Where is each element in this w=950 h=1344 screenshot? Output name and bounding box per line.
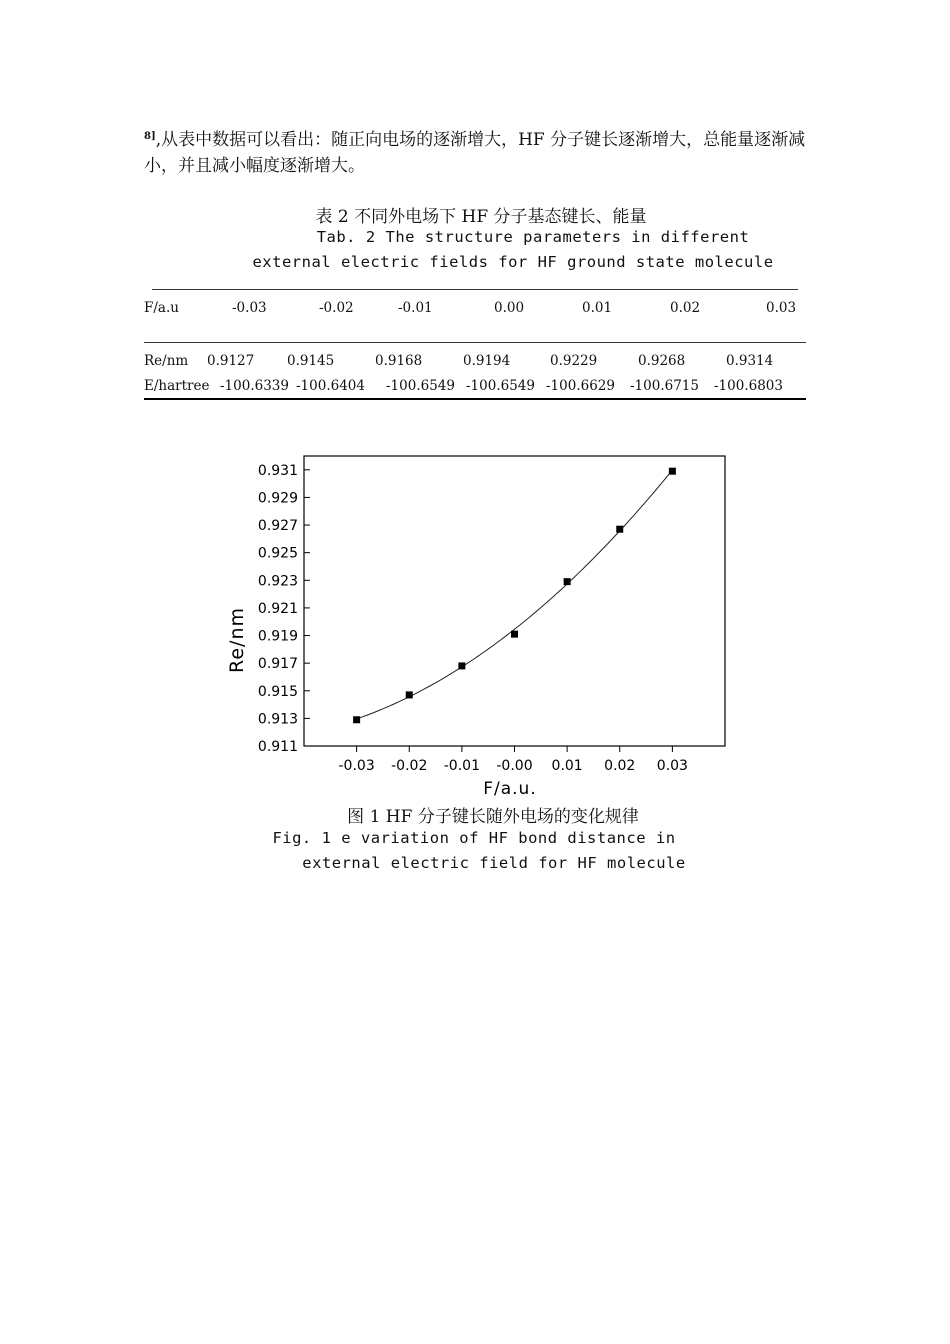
data-point [616,526,623,533]
y-tick-label: 0.917 [257,656,298,673]
table-cell: -100.6549 [386,378,455,394]
table-row [144,353,806,375]
x-tick-label: -0.03 [338,758,375,774]
table-cell: -100.6629 [546,378,615,394]
x-tick-label: 0.03 [656,758,688,774]
data-point [353,716,360,723]
table-caption-zh: 表 2 不同外电场下 HF 分子基态键长、能量 [315,207,647,227]
table-cell: 0.9229 [550,353,598,369]
header-cell: 0.02 [670,300,701,316]
x-axis [339,746,688,774]
header-cell: -0.02 [319,300,354,316]
header-cell: 0.00 [494,300,525,316]
header-cell: 0.01 [582,300,613,316]
table-cell: -100.6715 [630,378,699,394]
table-cell: 0.9145 [287,353,335,369]
table-cell: -100.6404 [296,378,365,394]
data-point [406,691,413,698]
y-tick-label: 0.931 [257,462,298,479]
citation-ref: 8] [144,131,156,142]
y-tick-label: 0.915 [257,683,298,700]
table-cell: -100.6339 [220,378,289,394]
figure-caption-en-line2: external electric field for HF molecule [302,854,686,872]
table-row [144,378,806,400]
y-tick-label: 0.921 [257,600,298,617]
table-mid-rule [144,342,806,343]
body-paragraph [144,124,809,179]
header-cell: -0.03 [232,300,267,316]
y-tick-label: 0.923 [257,573,298,590]
table-cell: 0.9268 [638,353,686,369]
data-point [511,631,518,638]
header-cell: F/a.u [144,300,179,316]
x-tick-label: -0.00 [496,758,533,774]
x-tick-label: -0.01 [443,758,480,774]
x-axis-label: F/a.u. [483,779,537,799]
y-axis-label: Re/nm [226,607,248,673]
table-header-row [144,300,806,322]
table-caption-en-line1: Tab. 2 The structure parameters in different [316,228,750,246]
y-tick-label: 0.925 [257,545,298,562]
y-tick-label: 0.919 [257,628,298,645]
data-point [669,468,676,475]
table-bottom-rule [144,398,806,400]
table-cell: 0.9127 [207,353,255,369]
y-tick-label: 0.913 [257,711,298,728]
data-point [458,662,465,669]
figure-caption-zh: 图 1 HF 分子键长随外电场的变化规律 [347,807,639,827]
table-top-rule [152,289,798,290]
paragraph-text: ,从表中数据可以看出：随正向电场的逐渐增大，HF 分子键长逐渐增大，总能量逐渐减小，并且减小幅度逐渐增大。 [144,130,806,176]
header-cell: -0.01 [398,300,433,316]
fit-curve [357,470,673,719]
row-label: Re/nm [144,353,189,369]
table-cell: 0.9168 [375,353,423,369]
table-cell: -100.6803 [714,378,783,394]
x-tick-label: 0.02 [604,758,636,774]
y-tick-label: 0.911 [257,739,298,755]
x-tick-label: -0.02 [391,758,428,774]
table-cell: 0.9194 [463,353,511,369]
table-caption-en-line2: external electric fields for HF ground state molecule [252,253,774,271]
x-tick-label: 0.01 [551,758,583,774]
row-label: E/hartree [144,378,210,394]
figure-caption-en-line1: Fig. 1 e variation of HF bond distance in [272,829,676,847]
header-cell: 0.03 [766,300,797,316]
y-tick-label: 0.929 [257,490,298,507]
data-point [564,578,571,585]
y-axis [258,463,310,755]
table-cell: 0.9314 [726,353,774,369]
plot-frame [304,456,725,746]
data-points [353,468,676,724]
table-cell: -100.6549 [466,378,535,394]
y-tick-label: 0.927 [257,518,298,535]
